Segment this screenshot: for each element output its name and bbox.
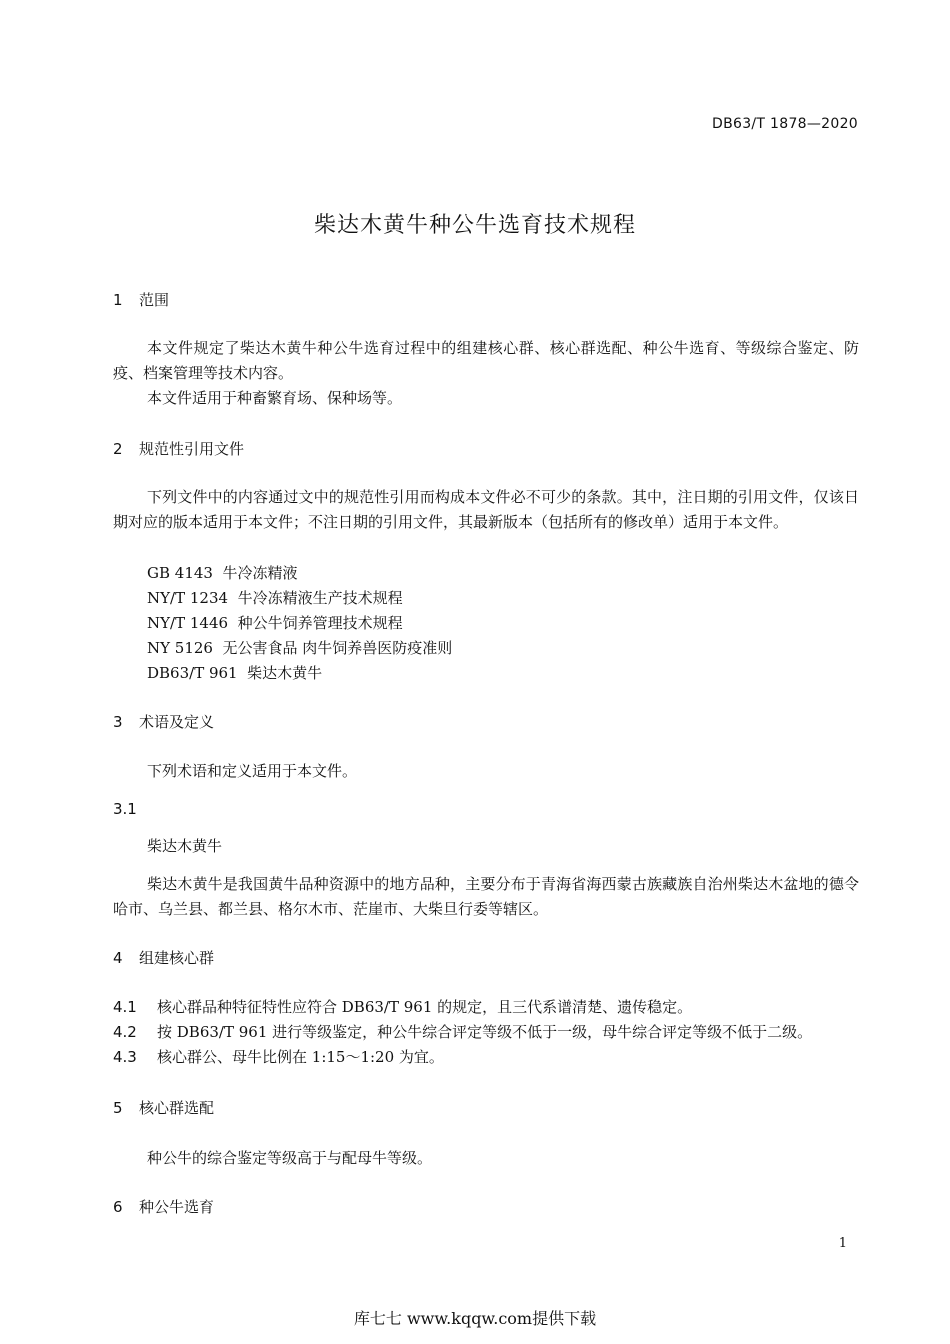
term-number: 3.1 [113,800,137,818]
section-1-heading [113,289,169,310]
document-title: 柴达木黄牛种公牛选育技术规程 [313,213,636,238]
section-number: 5 [113,1099,123,1117]
download-footer: 库七七 www.kqqw.com提供下载 [353,1309,597,1328]
section-number: 4 [113,949,123,967]
clause-text: 按 DB63/T 961 进行等级鉴定，种公牛综合评定等级不低于一级，母牛综合评定等级不低于二级。 [157,1023,813,1041]
reference-item: NY/T 1234 牛冷冻精液生产技术规程 [147,589,403,607]
clause-number: 4.2 [113,1023,137,1041]
term-definition: 柴达木黄牛是我国黄牛品种资源中的地方品种，主要分布于青海省海西蒙古族藏族自治州柴达木盆地的德令哈市、乌兰县、都兰县、格尔木市、茫崖市、大柴旦行委等辖区。 [113,875,859,918]
clause-text: 核心群品种特征特性应符合 DB63/T 961 的规定，且三代系谱清楚、遗传稳定。 [157,998,693,1016]
term-name: 柴达木黄牛 [147,837,223,855]
section-6-heading [113,1196,214,1217]
clause-item [113,996,692,1017]
section-1-paragraph-2: 本文件适用于种畜繁育场、保种场等。 [147,389,403,407]
reference-item: NY 5126 无公害食品 肉牛饲养兽医防疫准则 [147,639,453,657]
clause-item [113,1046,444,1067]
section-4-heading [113,947,214,968]
section-5-heading [113,1097,214,1118]
section-number: 6 [113,1198,123,1216]
reference-item: DB63/T 961 柴达木黄牛 [147,664,323,682]
section-title: 核心群选配 [139,1099,215,1117]
standard-code: DB63/T 1878—2020 [712,116,858,132]
section-number: 1 [113,291,123,309]
reference-item: GB 4143 牛冷冻精液 [147,564,298,582]
section-3-intro: 下列术语和定义适用于本文件。 [147,762,358,780]
section-title: 术语及定义 [139,713,215,731]
clause-number: 4.3 [113,1048,137,1066]
section-title: 组建核心群 [139,949,215,967]
section-title: 种公牛选育 [139,1198,215,1216]
section-number: 3 [113,713,123,731]
clause-item [113,1021,812,1042]
section-title: 范围 [139,291,170,309]
clause-text: 核心群公、母牛比例在 1:15～1:20 为宜。 [157,1048,444,1066]
page-number: 1 [838,1236,847,1251]
section-3-heading [113,711,214,732]
section-1-paragraph-1: 本文件规定了柴达木黄牛种公牛选育过程中的组建核心群、核心群选配、种公牛选育、等级综合鉴定、防疫、档案管理等技术内容。 [113,339,859,382]
section-2-intro: 下列文件中的内容通过文中的规范性引用而构成本文件必不可少的条款。其中，注日期的引用文件，仅该日期对应的版本适用于本文件；不注日期的引用文件，其最新版本（包括所有的修改单）适用于本文件。 [113,488,859,531]
section-5-paragraph-1: 种公牛的综合鉴定等级高于与配母牛等级。 [147,1149,433,1167]
section-number: 2 [113,440,123,458]
clause-number: 4.1 [113,998,137,1016]
reference-item: NY/T 1446 种公牛饲养管理技术规程 [147,614,403,632]
section-title: 规范性引用文件 [139,440,245,458]
section-2-heading [113,438,244,459]
